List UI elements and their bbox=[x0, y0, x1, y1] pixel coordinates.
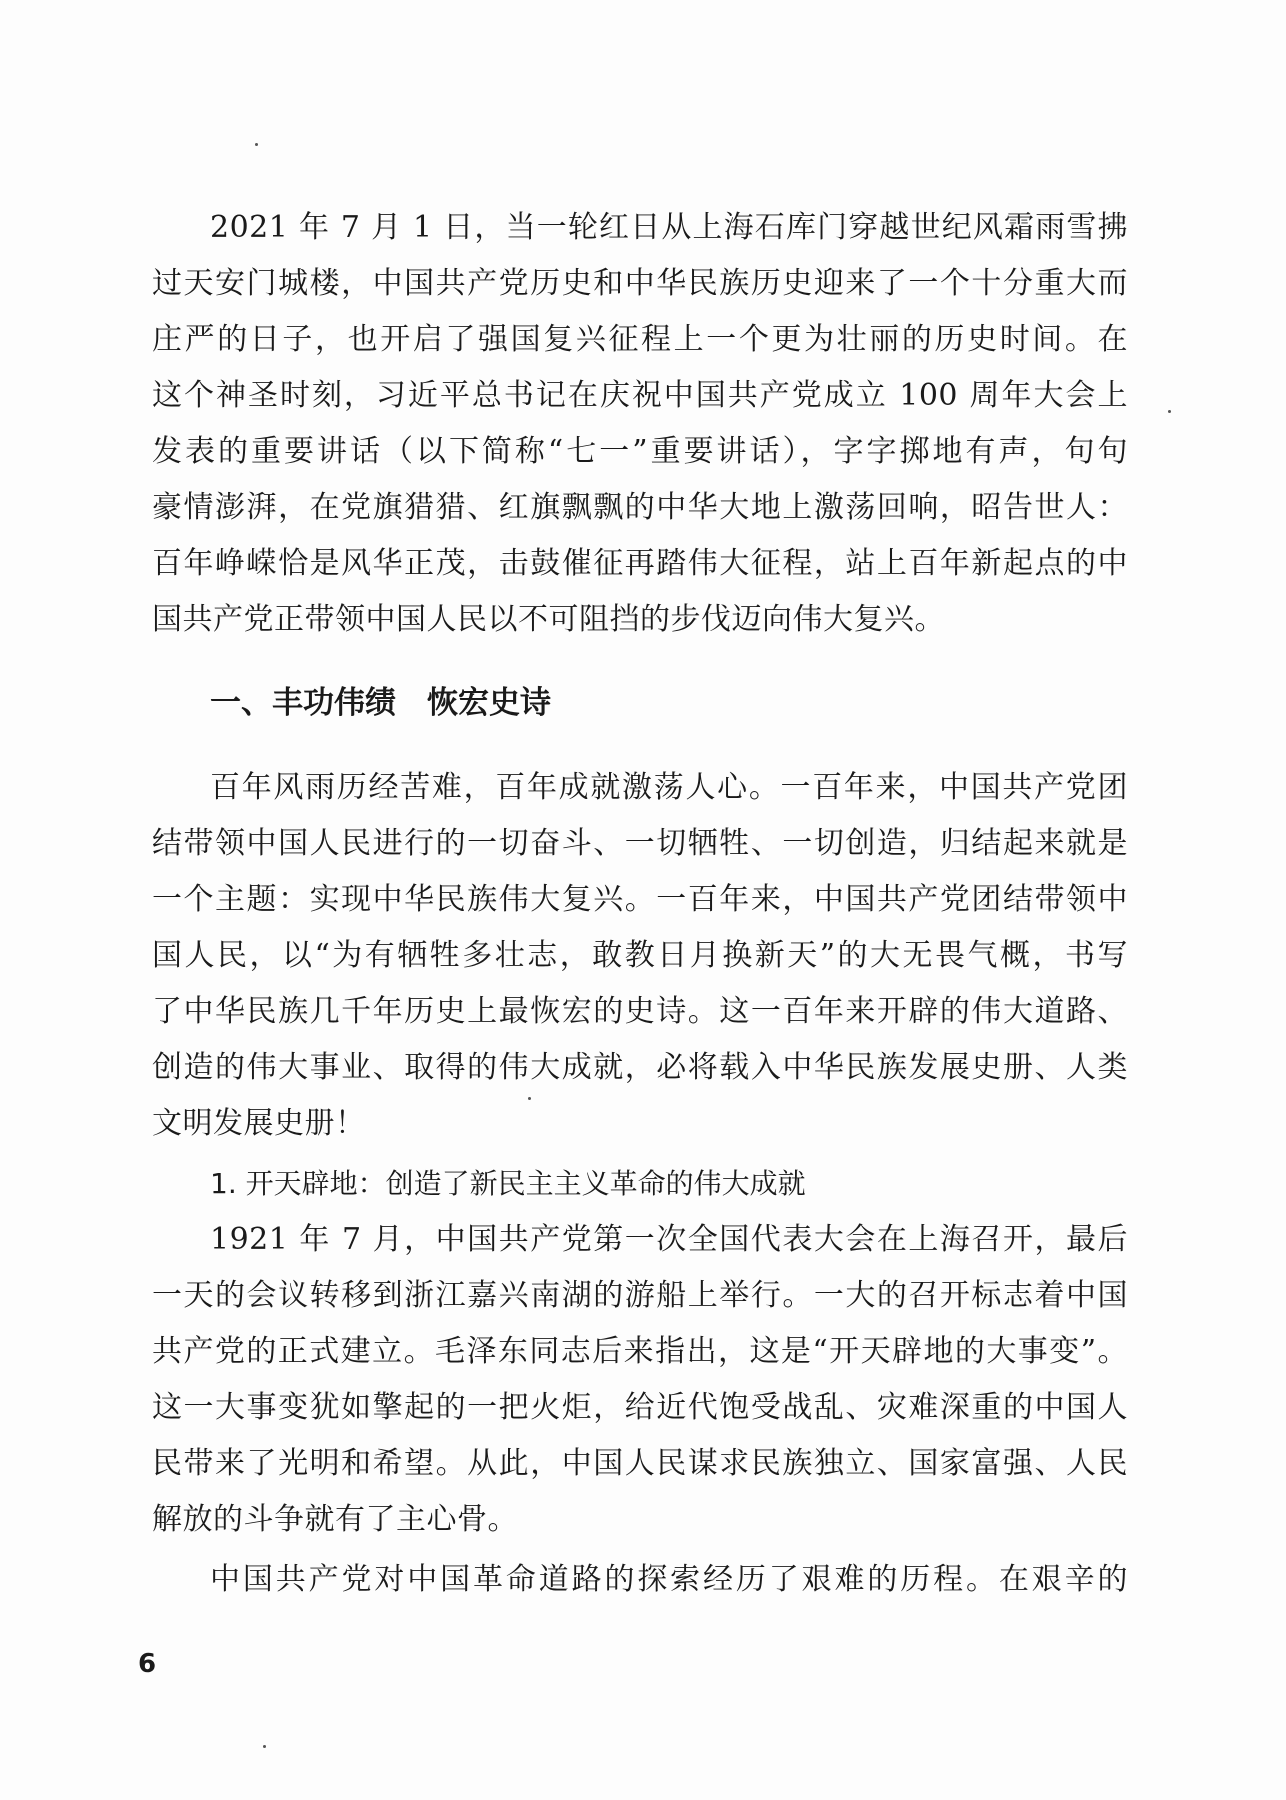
scan-speck bbox=[528, 1097, 531, 1100]
paragraph-1-line-3: 庄严的日子，也开启了强国复兴征程上一个更为壮丽的历史时间。在 bbox=[152, 322, 1128, 357]
paragraph-2-line-4: 国人民，以“为有牺牲多壮志，敢教日月换新天”的大无畏气概，书写 bbox=[152, 938, 1128, 973]
paragraph-1-line-4: 这个神圣时刻，习近平总书记在庆祝中国共产党成立 100 周年大会上 bbox=[152, 378, 1128, 413]
paragraph-3-line-4: 这一大事变犹如擎起的一把火炬，给近代饱受战乱、灾难深重的中国人 bbox=[152, 1390, 1128, 1425]
paragraph-2-line-6: 创造的伟大事业、取得的伟大成就，必将载入中华民族发展史册、人类 bbox=[152, 1050, 1128, 1085]
paragraph-2-line-5: 了中华民族几千年历史上最恢宏的史诗。这一百年来开辟的伟大道路、 bbox=[152, 994, 1128, 1029]
paragraph-2-line-1: 百年风雨历经苦难，百年成就激荡人心。一百年来，中国共产党团 bbox=[210, 770, 1128, 805]
paragraph-1-line-2: 过天安门城楼，中国共产党历史和中华民族历史迎来了一个十分重大而 bbox=[152, 266, 1128, 301]
paragraph-1-line-8: 国共产党正带领中国人民以不可阻挡的步伐迈向伟大复兴。 bbox=[152, 602, 945, 637]
paragraph-2-line-3: 一个主题：实现中华民族伟大复兴。一百年来，中国共产党团结带领中 bbox=[152, 882, 1128, 917]
subsection-heading: 1. 开天辟地：创造了新民主主义革命的伟大成就 bbox=[210, 1167, 806, 1200]
paragraph-1-line-1: 2021 年 7 月 1 日，当一轮红日从上海石库门穿越世纪风霜雨雪拂 bbox=[210, 210, 1128, 245]
paragraph-1-line-7: 百年峥嵘恰是风华正茂，击鼓催征再踏伟大征程，站上百年新起点的中 bbox=[152, 546, 1128, 581]
paragraph-3-line-1: 1921 年 7 月，中国共产党第一次全国代表大会在上海召开，最后 bbox=[210, 1222, 1128, 1257]
paragraph-1-line-6: 豪情澎湃，在党旗猎猎、红旗飘飘的中华大地上激荡回响，昭告世人： bbox=[152, 490, 1128, 525]
scan-speck bbox=[263, 1745, 266, 1748]
scan-speck bbox=[255, 143, 258, 146]
page-number: 6 bbox=[138, 1649, 157, 1679]
paragraph-3-line-5: 民带来了光明和希望。从此，中国人民谋求民族独立、国家富强、人民 bbox=[152, 1446, 1128, 1481]
paragraph-3-line-2: 一天的会议转移到浙江嘉兴南湖的游船上举行。一大的召开标志着中国 bbox=[152, 1278, 1128, 1313]
paragraph-1-line-5: 发表的重要讲话（以下简称“七一”重要讲话），字字掷地有声，句句 bbox=[152, 434, 1128, 469]
paragraph-4-line-1: 中国共产党对中国革命道路的探索经历了艰难的历程。在艰辛的 bbox=[210, 1562, 1128, 1597]
section-heading: 一、丰功伟绩 恢宏史诗 bbox=[210, 685, 551, 721]
paragraph-3-line-6: 解放的斗争就有了主心骨。 bbox=[152, 1502, 518, 1537]
paragraph-3-line-3: 共产党的正式建立。毛泽东同志后来指出，这是“开天辟地的大事变”。 bbox=[152, 1334, 1128, 1369]
paragraph-2-line-7: 文明发展史册！ bbox=[152, 1106, 366, 1141]
scan-speck bbox=[1168, 410, 1171, 413]
paragraph-2-line-2: 结带领中国人民进行的一切奋斗、一切牺牲、一切创造，归结起来就是 bbox=[152, 826, 1128, 861]
